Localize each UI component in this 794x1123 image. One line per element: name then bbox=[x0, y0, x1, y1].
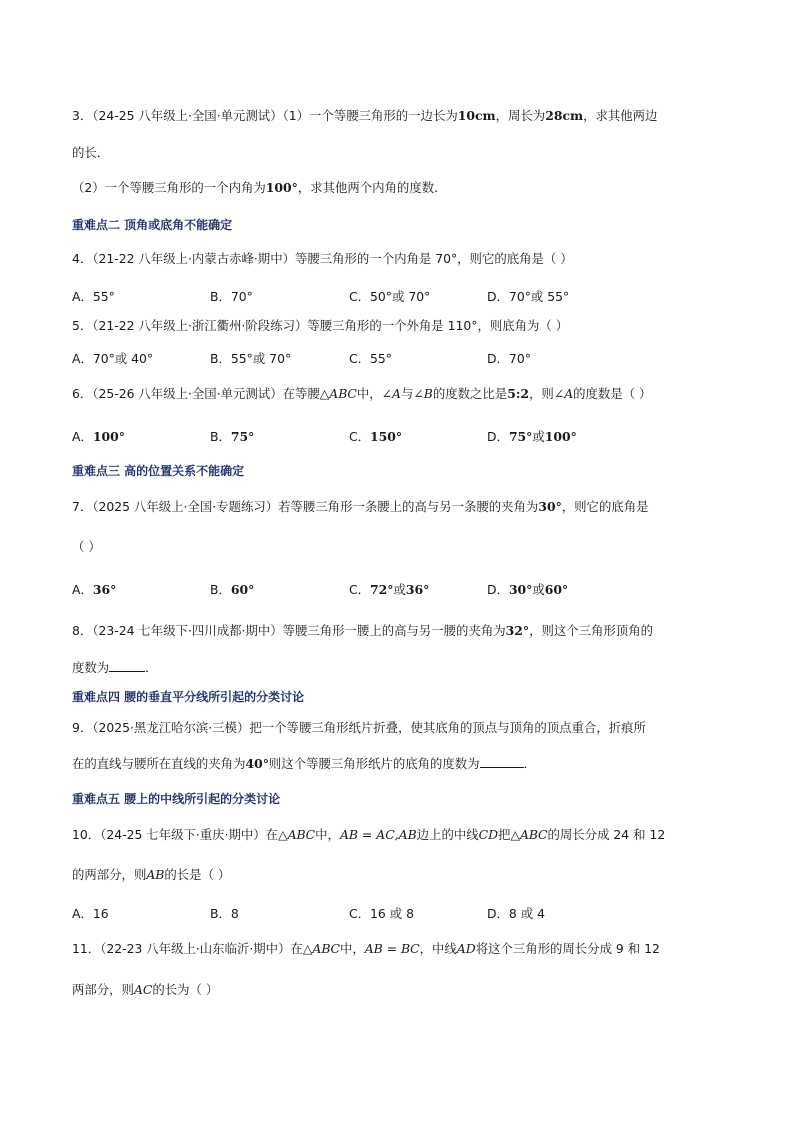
math-segment: 𝐴𝐵 bbox=[146, 867, 165, 882]
math-angle: ∠𝐵 bbox=[413, 386, 433, 401]
math-triangle: △𝐴𝐵𝐶 bbox=[302, 941, 340, 956]
option-c: C．72°或36° bbox=[349, 582, 430, 597]
question-6-options bbox=[72, 427, 672, 443]
option-a: A．100° bbox=[72, 429, 125, 444]
option-c: C．150° bbox=[349, 429, 403, 444]
value: 10cm bbox=[457, 108, 496, 123]
option-d: D．75°或100° bbox=[487, 429, 577, 444]
question-7-options bbox=[72, 580, 672, 596]
math-angle: ∠𝐴 bbox=[553, 386, 574, 401]
question-9-line-1: 9．（2025·黑龙江哈尔滨·三模）把一个等腰三角形纸片折叠，使其底角的顶点与顶角的顶点重合，折痕所 bbox=[72, 720, 646, 735]
question-10-options bbox=[72, 904, 672, 920]
math-triangle: △𝐴𝐵𝐶 bbox=[510, 827, 548, 842]
math-angle: ∠𝐴 bbox=[381, 386, 401, 401]
question-10-line-2: 的两部分，则𝐴𝐵的长是（ ） bbox=[72, 867, 231, 882]
question-5-options bbox=[72, 349, 672, 365]
option-b: B．8 bbox=[210, 906, 239, 921]
option-c: C．55° bbox=[349, 351, 393, 366]
question-7-line-1: 7．（2025 八年级上·全国·专题练习）若等腰三角形一条腰上的高与另一条腰的夹角为30°，则它的底角是 bbox=[72, 499, 649, 514]
math-segment: 𝐴𝐷 bbox=[456, 941, 476, 956]
value: 28cm bbox=[545, 108, 584, 123]
option-b: B．70° bbox=[210, 289, 253, 304]
question-3-line-2: 的长． bbox=[72, 145, 110, 160]
question-11-line-2: 两部分，则𝐴𝐶的长为（ ） bbox=[72, 982, 219, 997]
math-segment: 𝐶𝐷 bbox=[478, 827, 499, 842]
question-11-line-1: 11．（22-23 八年级上·山东临沂·期中）在△𝐴𝐵𝐶中，𝐴𝐵 = 𝐵𝐶，中线𝐴𝐷将这个三角形的周长分成 9 和 12 bbox=[72, 941, 660, 956]
value: 30° bbox=[538, 499, 562, 514]
section-heading-3: 重难点三 高的位置关系不能确定 bbox=[72, 464, 245, 478]
question-3-line-1: 3．（24-25 八年级上·全国·单元测试）（1）一个等腰三角形的一边长为10cm，周长为28cm，求其他两边 bbox=[72, 108, 658, 123]
option-a: A．16 bbox=[72, 906, 109, 921]
question-4-text: 4．（21-22 八年级上·内蒙古赤峰·期中）等腰三角形的一个内角是 70°，则它的底角是（ ） bbox=[72, 251, 573, 266]
question-9-line-2: 在的直线与腰所在直线的夹角为40°则这个等腰三角形纸片的底角的度数为 ． bbox=[72, 756, 536, 771]
value: 40° bbox=[245, 756, 269, 771]
option-b: B．75° bbox=[210, 429, 255, 444]
answer-blank[interactable] bbox=[109, 660, 145, 672]
option-d: D．70°或 55° bbox=[487, 289, 570, 304]
math-equation: 𝐴𝐵 = 𝐵𝐶 bbox=[364, 941, 420, 956]
option-c: C．50°或 70° bbox=[349, 289, 431, 304]
option-a: A．55° bbox=[72, 289, 115, 304]
option-d: D．30°或60° bbox=[487, 582, 569, 597]
option-d: D．8 或 4 bbox=[487, 906, 545, 921]
question-8-line-2: 度数为 ． bbox=[72, 660, 158, 675]
value: 100° bbox=[265, 180, 298, 195]
option-a: A．36° bbox=[72, 582, 117, 597]
math-equation: 𝐴𝐵 = 𝐴𝐶,𝐴𝐵 bbox=[339, 827, 417, 842]
math-triangle: △𝐴𝐵𝐶 bbox=[319, 386, 357, 401]
question-7-line-2: （ ） bbox=[72, 539, 101, 554]
option-c: C．16 或 8 bbox=[349, 906, 414, 921]
question-8-line-1: 8．（23-24 七年级下·四川成都·期中）等腰三角形一腰上的高与另一腰的夹角为32°，则这个三角形顶角的 bbox=[72, 623, 653, 638]
option-b: B．60° bbox=[210, 582, 255, 597]
question-4-options bbox=[72, 287, 672, 303]
value: 32° bbox=[505, 623, 530, 638]
section-heading-5: 重难点五 腰上的中线所引起的分类讨论 bbox=[72, 792, 281, 806]
option-d: D．70° bbox=[487, 351, 531, 366]
option-a: A．70°或 40° bbox=[72, 351, 154, 366]
math-triangle: △𝐴𝐵𝐶 bbox=[278, 827, 316, 842]
math-ratio: 5:2 bbox=[507, 386, 530, 401]
question-6-text: 6．（25-26 八年级上·全国·单元测试）在等腰△𝐴𝐵𝐶中，∠𝐴与∠𝐵的度数之比是5:2，则∠𝐴的度数是（ ） bbox=[72, 386, 652, 401]
math-segment: 𝐴𝐶 bbox=[133, 982, 153, 997]
question-10-line-1: 10．（24-25 七年级下·重庆·期中）在△𝐴𝐵𝐶中，𝐴𝐵 = 𝐴𝐶,𝐴𝐵边上的中线𝐶𝐷把△𝐴𝐵𝐶的周长分成 24 和 12 bbox=[72, 827, 666, 842]
answer-blank[interactable] bbox=[480, 756, 524, 768]
section-heading-4: 重难点四 腰的垂直平分线所引起的分类讨论 bbox=[72, 690, 305, 704]
section-heading-2: 重难点二 顶角或底角不能确定 bbox=[72, 218, 233, 232]
question-3-part-2: （2）一个等腰三角形的一个内角为100°，求其他两个内角的度数． bbox=[72, 180, 447, 195]
question-5-text: 5．（21-22 八年级上·浙江衢州·阶段练习）等腰三角形的一个外角是 110°，则底角为（ ） bbox=[72, 318, 569, 333]
option-b: B．55°或 70° bbox=[210, 351, 292, 366]
